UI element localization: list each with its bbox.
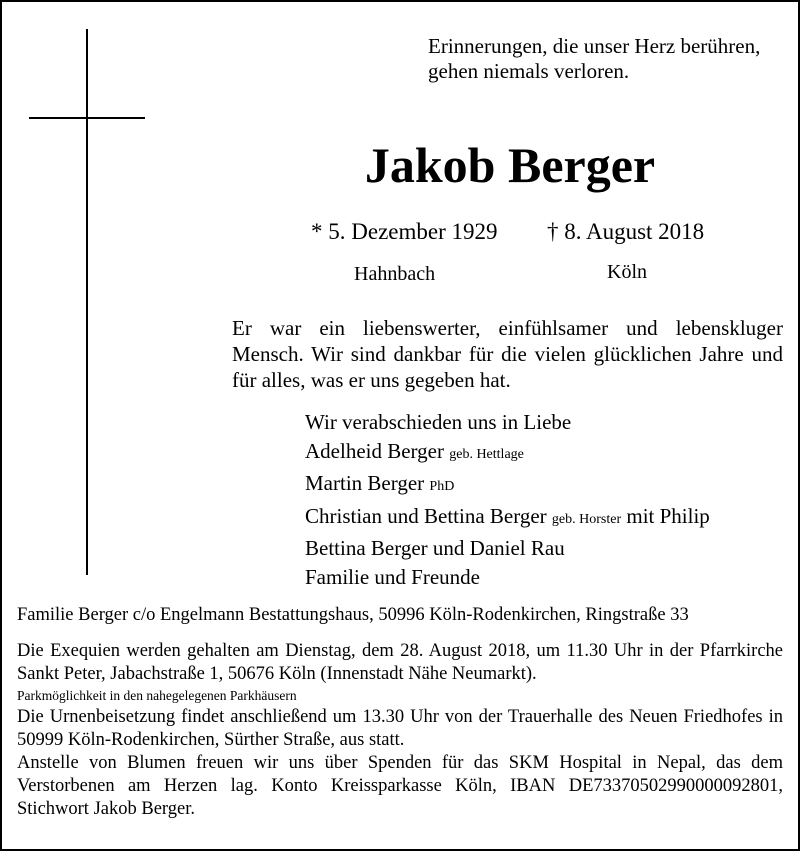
mourner-suffix: mit Philip <box>626 503 710 528</box>
quote-line-1: Erinnerungen, die unser Herz berühren, <box>428 34 761 58</box>
mourner-christian <box>305 502 795 535</box>
mourner-note: PhD <box>429 479 455 494</box>
eulogy-text: Er war ein liebenswerter, einfühlsamer und lebenskluger Mensch. Wir sind dankbar für die vielen glücklichen Jahre und für alles, was er uns gegeben hat. <box>232 316 783 392</box>
footer-notice <box>17 604 783 821</box>
deceased-name: Jakob Berger <box>364 137 656 193</box>
cross-vertical-beam <box>86 29 88 575</box>
mourner-family: Familie und Freunde <box>305 564 480 589</box>
memorial-quote <box>428 34 788 84</box>
funeral-service-info: Die Exequien werden gehalten am Dienstag, dem 28. August 2018, um 11.30 Uhr in der Pfarrkirche Sankt Peter, Jabachstraße 1, 50676 Köln (Innenstadt Nähe Neumarkt). <box>17 641 783 684</box>
quote-line-2: gehen niemals verloren. <box>428 59 630 83</box>
parking-note: Parkmöglichkeit in den nahegelegenen Parkhäusern <box>17 688 297 703</box>
cross-horizontal-beam <box>29 117 145 119</box>
death-place: Köln <box>607 261 647 283</box>
urn-burial-info: Die Urnenbeisetzung findet anschließend um 13.30 Uhr von der Trauerhalle des Neuen Friedhofes in 50999 Köln-Rodenkirchen, Sürther Straße, aus statt. <box>17 707 783 750</box>
death-date: † 8. August 2018 <box>547 219 705 244</box>
mourner-adelheid <box>305 437 795 470</box>
mourner-name: Adelheid Berger <box>305 438 444 463</box>
mourners-intro: Wir verabschieden uns in Liebe <box>305 410 572 434</box>
contact-address: Familie Berger c/o Engelmann Bestattungshaus, 50996 Köln-Rodenkirchen, Ringstraße 33 <box>17 605 689 625</box>
mourner-name: Christian und Bettina Berger <box>305 503 547 528</box>
birth-place: Hahnbach <box>354 263 436 285</box>
donation-info: Anstelle von Blumen freuen wir uns über Spenden für das SKM Hospital in Nepal, das dem Verstorbenen am Herzen lag. Konto Kreissparkasse Köln, IBAN DE73370502990000092801, Stichwort Jakob Berger. <box>17 753 783 819</box>
mourner-bettina: Bettina Berger und Daniel Rau <box>305 536 565 560</box>
mourner-note: geb. Hettlage <box>449 446 524 462</box>
mourner-name: Martin Berger <box>305 471 425 495</box>
mourner-note: geb. Horster <box>551 511 622 527</box>
mourner-martin <box>305 469 795 502</box>
birth-date: * 5. Dezember 1929 <box>311 219 498 244</box>
mourners-list <box>305 408 795 591</box>
